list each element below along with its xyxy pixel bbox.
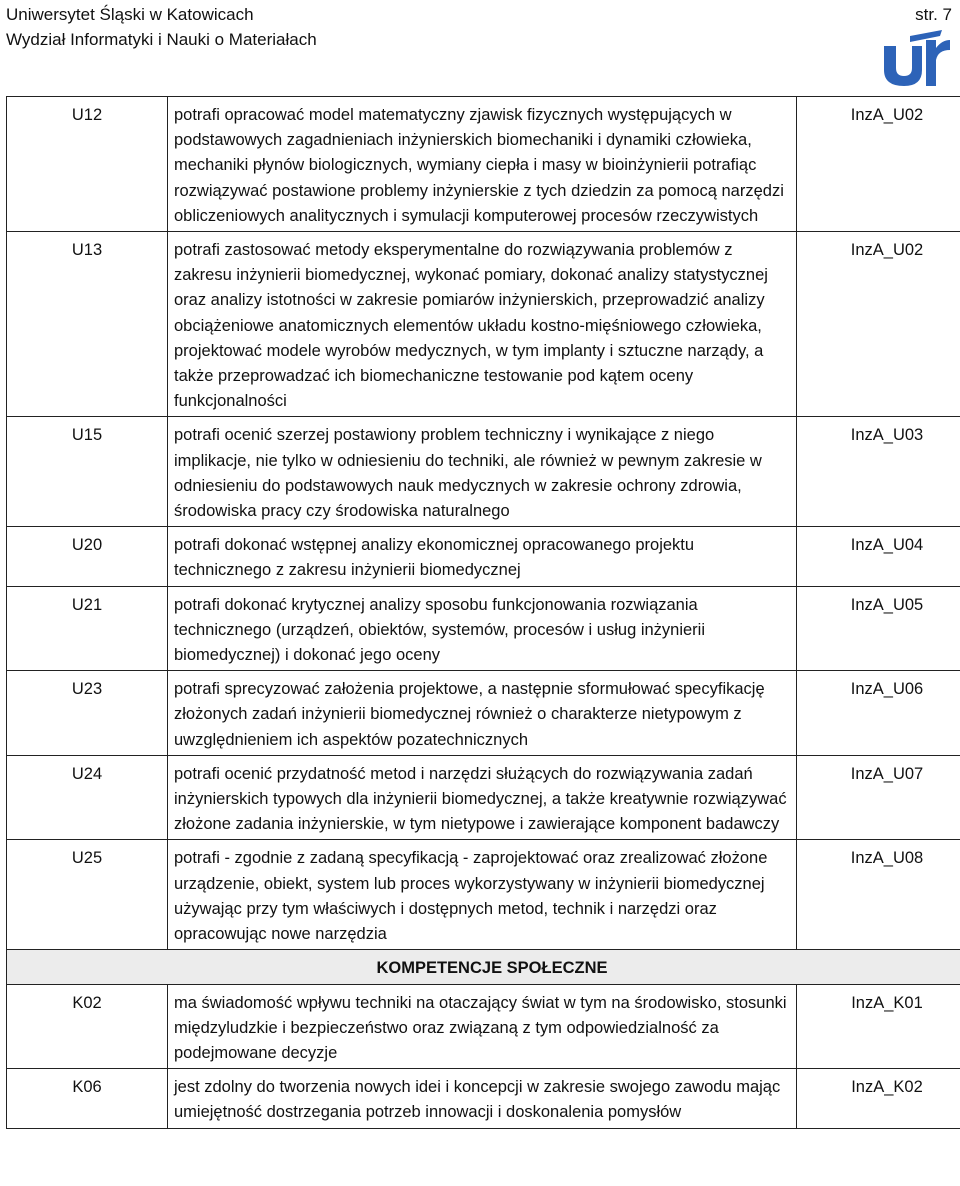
table-row: [7, 1069, 960, 1128]
outcome-code: U15: [7, 417, 168, 527]
outcome-reference: InzA_U08: [797, 840, 960, 950]
outcome-description: potrafi opracować model matematyczny zjawisk fizycznych występujących w podstawowych zagadnieniach inżynierskich biomechaniki i dynamiki człowieka, mechaniki płynów biologicznych, wymiany ciepła i masy w bioinżynierii potrafiąc rozwiązywać postawione problemy inżynierskie z tych dziedzin za pomocą narzędzi obliczeniowych analitycznych i symulacji komputerowej procesów rzeczywistych: [168, 97, 797, 232]
outcome-code: U12: [7, 97, 168, 232]
outcome-description: jest zdolny do tworzenia nowych idei i koncepcji w zakresie swojego zawodu mając umiejętność dostrzegania potrzeb innowacji i doskonalenia pomysłów: [168, 1069, 797, 1128]
outcome-reference: InzA_U06: [797, 671, 960, 756]
outcome-description: potrafi dokonać krytycznej analizy sposobu funkcjonowania rozwiązania technicznego (urządzeń, obiektów, systemów, procesów i usług inżynierii biomedycznej) i dokonać jego oceny: [168, 586, 797, 671]
outcome-reference: InzA_U07: [797, 755, 960, 840]
table-row: [7, 417, 960, 527]
outcome-description: potrafi dokonać wstępnej analizy ekonomicznej opracowanego projektu technicznego z zakresu inżynierii biomedycznej: [168, 527, 797, 586]
outcome-code: U13: [7, 232, 168, 417]
table-row: [7, 97, 960, 232]
outcome-code: U23: [7, 671, 168, 756]
learning-outcomes-table: [6, 96, 960, 1129]
outcome-reference: InzA_U02: [797, 97, 960, 232]
section-row: [7, 950, 960, 984]
outcome-description: potrafi - zgodnie z zadaną specyfikacją - zaprojektować oraz zrealizować złożone urządzenie, obiekt, system lub proces wykorzystywany w inżynierii biomedycznej używając przy tym właściwych i dostępnych metod, technik i narzędzi oraz opracowując nowe narzędzia: [168, 840, 797, 950]
outcome-reference: InzA_U05: [797, 586, 960, 671]
table-row: [7, 984, 960, 1069]
table-row: [7, 671, 960, 756]
outcome-code: U21: [7, 586, 168, 671]
table-row: [7, 527, 960, 586]
table-row: [7, 840, 960, 950]
outcome-code: K06: [7, 1069, 168, 1128]
outcome-code: U25: [7, 840, 168, 950]
page-header: [6, 2, 317, 52]
outcome-description: potrafi ocenić przydatność metod i narzędzi służących do rozwiązywania zadań inżynierskich typowych dla inżynierii biomedycznej, a także kreatywnie rozwiązywać złożone zadania inżynierskie, w tym nietypowe i zawierające komponent badawczy: [168, 755, 797, 840]
outcome-description: ma świadomość wpływu techniki na otaczający świat w tym na środowisko, stosunki międzyludzkie i bezpieczeństwo oraz związaną z tym odpowiedzialność za podejmowane decyzje: [168, 984, 797, 1069]
outcome-reference: InzA_U02: [797, 232, 960, 417]
outcome-description: potrafi zastosować metody eksperymentalne do rozwiązywania problemów z zakresu inżynierii biomedycznej, wykonać pomiary, dokonać analizy statystycznej oraz analizy istotności w zakresie pomiarów inżynierskich, przeprowadzić analizy obciążeniowe anatomicznych elementów układu kostno-mięśniowego człowieka, projektować modele wyrobów medycznych, w tym implanty i sztuczne narządy, a także przeprowadzać ich biomechaniczne testowanie pod kątem oceny funkcjonalności: [168, 232, 797, 417]
outcome-description: potrafi sprecyzować założenia projektowe, a następnie sformułować specyfikację złożonych zadań inżynierii biomedycznej również o charakterze nietypowym z uwzględnieniem ich aspektów pozatechnicznych: [168, 671, 797, 756]
outcome-reference: InzA_U04: [797, 527, 960, 586]
outcome-reference: InzA_U03: [797, 417, 960, 527]
page-number: str. 7: [915, 5, 952, 24]
outcome-reference: InzA_K01: [797, 984, 960, 1069]
table-row: [7, 755, 960, 840]
table-row: [7, 586, 960, 671]
outcome-reference: InzA_K02: [797, 1069, 960, 1128]
section-title: KOMPETENCJE SPOŁECZNE: [7, 950, 960, 984]
outcome-code: U20: [7, 527, 168, 586]
table-row: [7, 232, 960, 417]
outcome-code: U24: [7, 755, 168, 840]
us-logo-icon: [880, 30, 952, 88]
faculty-name: Wydział Informatyki i Nauki o Materiałach: [6, 30, 317, 49]
university-name: Uniwersytet Śląski w Katowicach: [6, 5, 254, 24]
outcome-description: potrafi ocenić szerzej postawiony problem techniczny i wynikające z niego implikacje, nie tylko w odniesieniu do techniki, ale również w pewnym zakresie w odniesieniu do podstawowych nauk medycznych w zakresie ochrony zdrowia, środowiska pracy czy środowiska naturalnego: [168, 417, 797, 527]
outcome-code: K02: [7, 984, 168, 1069]
